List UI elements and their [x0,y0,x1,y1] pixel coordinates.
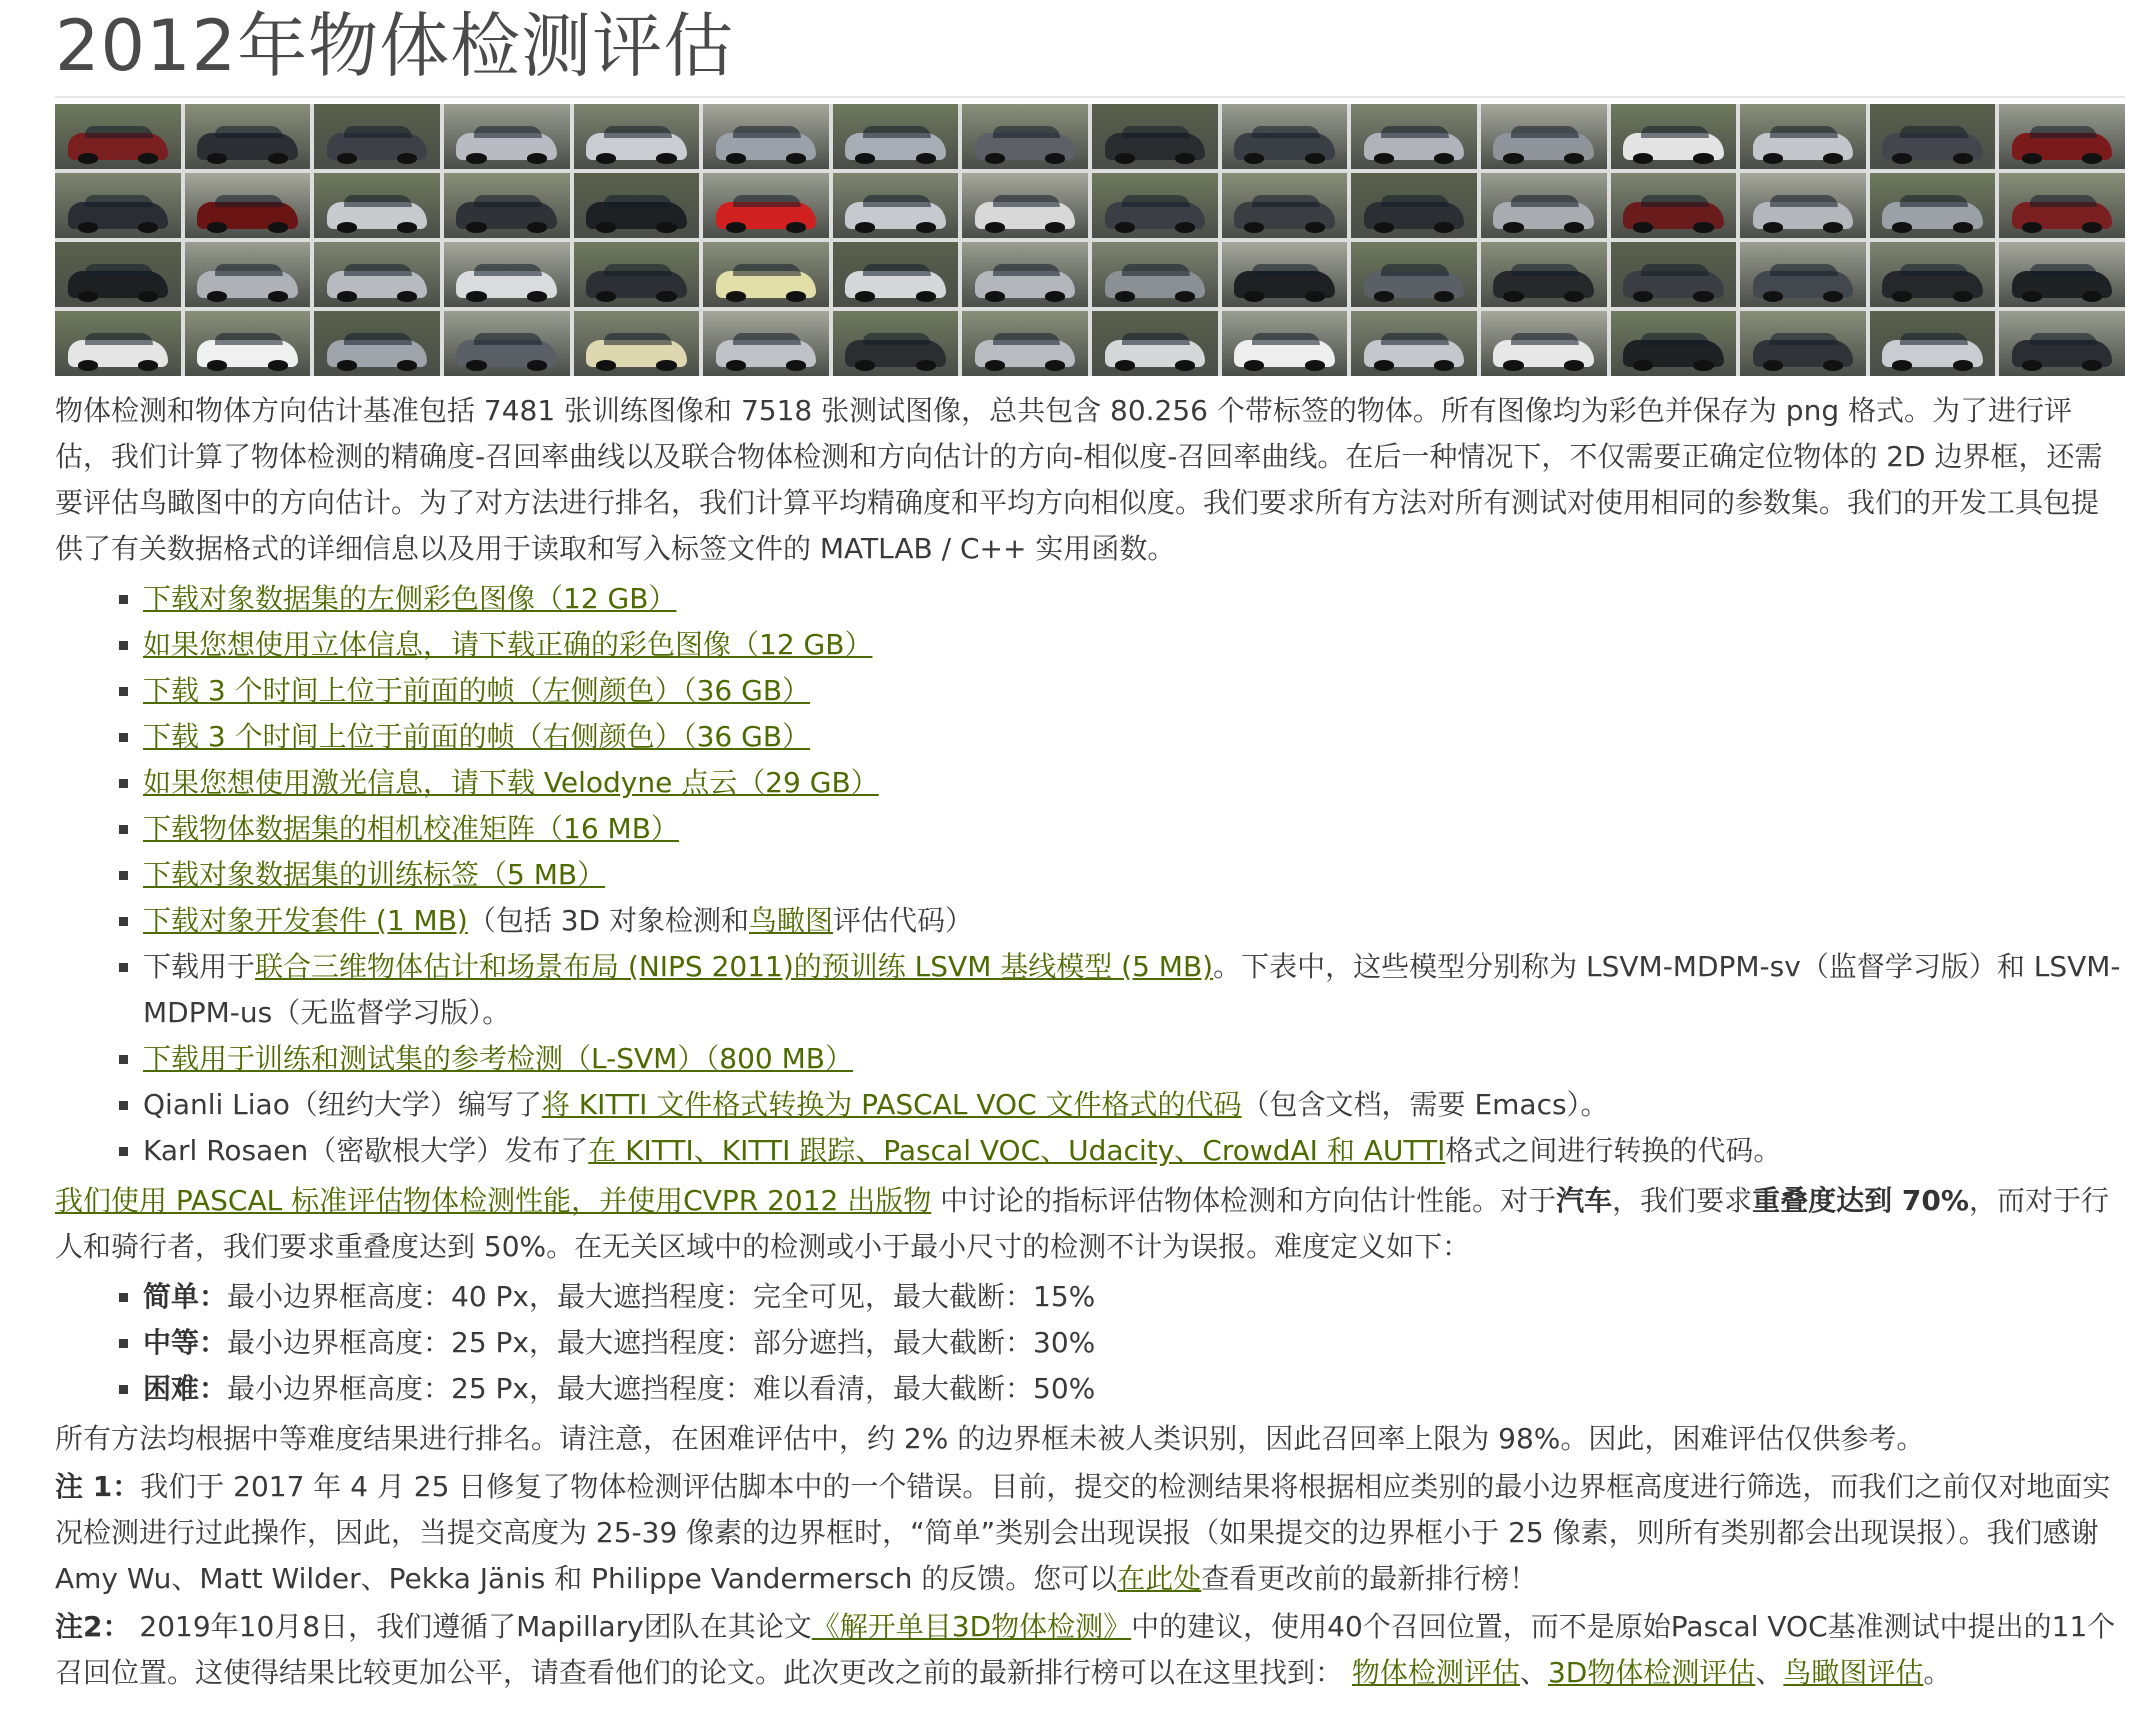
intro-paragraph: 物体检测和物体方向估计基准包括 7481 张训练图像和 7518 张测试图像，总共包含 80.256 个带标签的物体。所有图像均为彩色并保存为 png 格式。为了进行评估，我们计算了物体检测的精确度-召回率曲线以及联合物体检测和方向估计的方向-相似度-召回率曲线。在后一种情况下，不仅需要正确定位物体的 2D 边界框，还需要评估鸟瞰图中的方向估计。为了对方法进行排名，我们计算平均精确度和平均方向相似度。我们要求所有方法对所有测试对使用相同的参数集。我们的开发工具包提供了有关数据格式的详细信息以及用于读取和写入标签文件的 MATLAB / C++ 实用函数。 [55,394,2103,565]
download-prev-frames-right-link[interactable]: 下载 3 个时间上位于前面的帧（右侧颜色）（36 GB） [143,720,811,753]
lsvm-suffix: 。下表中，这些模型分别称为 LSVM-MDPM-sv（监督学习版）和 LSVM-MDPM-us（无监督学习版）。 [143,950,2121,1029]
car-thumbnail [703,311,829,376]
car-thumbnail [962,311,1088,376]
note-1-label: 注 1： [55,1470,141,1503]
car-thumbnail [1222,104,1348,169]
car-image-mosaic [55,104,2125,376]
hard-label: 困难： [143,1372,228,1405]
devkit-text-end: 评估代码） [833,904,974,937]
download-calibration-link[interactable]: 下载物体数据集的相机校准矩阵（16 MB） [143,812,679,845]
car-thumbnail [574,311,700,376]
mapillary-paper-link[interactable]: 《解开单目3D物体检测》 [811,1610,1132,1643]
separator: 、 [1519,1656,1548,1689]
car-thumbnail [55,242,181,307]
car-thumbnail [1999,173,2125,238]
note-1 [55,1464,2125,1602]
moderate-text: 最小边界框高度：25 Px，最大遮挡程度：部分遮挡，最大截断：30% [227,1326,1096,1359]
car-thumbnail [1611,242,1737,307]
note-2-label: 注2： [55,1610,131,1643]
car-thumbnail [574,242,700,307]
car-thumbnail [1999,311,2125,376]
car-thumbnail [1740,311,1866,376]
note-2-text-1: 2019年10月8日，我们遵循了Mapillary团队在其论文 [130,1610,812,1643]
easy-text: 最小边界框高度：40 Px，最大遮挡程度：完全可见，最大截断：15% [227,1280,1096,1313]
car-thumbnail [1611,104,1737,169]
car-bold: 汽车 [1556,1184,1613,1217]
car-thumbnail [574,104,700,169]
car-thumbnail [1092,242,1218,307]
download-list [55,576,2125,1174]
moderate-label: 中等： [143,1326,228,1359]
car-thumbnail [1351,311,1477,376]
car-thumbnail [833,173,959,238]
lsvm-prefix: 下载用于 [143,950,256,983]
eval-text-3: ，而对于行人和骑行者，我们要求重叠度达到 50%。在无关区域中的检测或小于最小尺寸的检测不计为误报。难度定义如下： [55,1184,2109,1263]
car-thumbnail [444,104,570,169]
object-detection-eval-link[interactable]: 物体检测评估 [1351,1656,1520,1689]
download-reference-detections-link[interactable]: 下载用于训练和测试集的参考检测（L-SVM）（800 MB） [143,1042,854,1075]
car-thumbnail [1351,242,1477,307]
birds-eye-link[interactable]: 鸟瞰图 [749,904,834,937]
separator: 、 [1755,1656,1784,1689]
car-thumbnail [1481,311,1607,376]
car-thumbnail [1222,173,1348,238]
car-thumbnail [1222,311,1348,376]
car-thumbnail [703,242,829,307]
car-thumbnail [185,173,311,238]
car-thumbnail [833,104,959,169]
car-thumbnail [55,173,181,238]
eval-text-1: 中讨论的指标评估物体检测和方向估计性能。对于 [931,1184,1557,1217]
page-content [55,0,2125,1696]
car-thumbnail [314,311,440,376]
note-2 [55,1604,2125,1696]
page-title: 2012年物体检测评估 [55,0,2125,98]
list-item [143,760,2125,806]
format-convert-link[interactable]: 在 KITTI、KITTI 跟踪、Pascal VOC、Udacity、CrowdAI 和 AUTTI [588,1134,1446,1167]
list-item [143,1036,2125,1082]
list-item [143,668,2125,714]
car-thumbnail [1870,173,1996,238]
birds-eye-eval-link[interactable]: 鸟瞰图评估 [1783,1656,1924,1689]
car-thumbnail [1870,311,1996,376]
car-thumbnail [444,311,570,376]
download-velodyne-link[interactable]: 如果您想使用激光信息，请下载 Velodyne 点云（29 GB） [143,766,879,799]
car-thumbnail [703,173,829,238]
pascal-cvpr-link[interactable]: 我们使用 PASCAL 标准评估物体检测性能，并使用CVPR 2012 出版物 [55,1184,932,1217]
car-thumbnail [1740,104,1866,169]
difficulty-list [55,1274,2125,1412]
car-thumbnail [703,104,829,169]
car-thumbnail [1870,242,1996,307]
3d-detection-eval-link[interactable]: 3D物体检测评估 [1547,1656,1756,1689]
car-thumbnail [1092,104,1218,169]
voc-convert-link[interactable]: 将 KITTI 文件格式转换为 PASCAL VOC 文件格式的代码 [541,1088,1242,1121]
car-thumbnail [444,242,570,307]
car-thumbnail [833,242,959,307]
list-item [143,1082,2125,1128]
car-thumbnail [1351,104,1477,169]
car-thumbnail [1740,173,1866,238]
car-thumbnail [185,242,311,307]
car-thumbnail [55,104,181,169]
download-devkit-link[interactable]: 下载对象开发套件 (1 MB) [143,904,468,937]
devkit-text: （包括 3D 对象检测和 [467,904,750,937]
list-item [143,852,2125,898]
list-item [143,714,2125,760]
note-1-text: 我们于 2017 年 4 月 25 日修复了物体检测评估脚本中的一个错误。目前，提交的检测结果将根据相应类别的最小边界框高度进行筛选，而我们之前仅对地面实况检测进行过此操作，因此，当提交高度为 25-39 像素的边界框时，“简单”类别会出现误报（如果提交的边界框小于 25 像素，则所有类别都会出现误报）。我们感谢 Amy Wu、Matt Wilder、Pekka Jänis 和 Philippe Vandermersch 的反馈。您可以 [55,1470,2111,1595]
lsvm-model-link[interactable]: 联合三维物体估计和场景布局 (NIPS 2011)的预训练 LSVM 基线模型 (5 MB) [255,950,1214,983]
car-thumbnail [1611,311,1737,376]
difficulty-easy [143,1274,2125,1320]
car-thumbnail [962,242,1088,307]
difficulty-moderate [143,1320,2125,1366]
list-item [143,622,2125,668]
car-thumbnail [314,173,440,238]
karl-prefix: Karl Rosaen（密歇根大学）发布了 [143,1134,589,1167]
car-thumbnail [1351,173,1477,238]
old-leaderboard-link[interactable]: 在此处 [1117,1562,1202,1595]
list-item [143,806,2125,852]
car-thumbnail [1222,242,1348,307]
car-thumbnail [444,173,570,238]
hard-text: 最小边界框高度：25 Px，最大遮挡程度：难以看清，最大截断：50% [227,1372,1096,1405]
download-labels-link[interactable]: 下载对象数据集的训练标签（5 MB） [143,858,606,891]
evaluation-paragraph [55,1178,2125,1270]
note-2-text-2: 中的建议，使用40个召回位置，而不是原始Pascal VOC基准测试中提出的11个召回位置。这使得结果比较更加公平，请查看他们的论文。此次更改之前的最新排行榜可以在这里找到： [55,1610,2116,1689]
note-1-end: 查看更改前的最新排行榜！ [1201,1562,1538,1595]
qianli-prefix: Qianli Liao（纽约大学）编写了 [143,1088,542,1121]
car-thumbnail [962,173,1088,238]
difficulty-hard [143,1366,2125,1412]
car-thumbnail [1740,242,1866,307]
overlap-bold: 重叠度达到 70% [1752,1184,1969,1217]
car-thumbnail [185,311,311,376]
download-prev-frames-left-link[interactable]: 下载 3 个时间上位于前面的帧（左侧颜色）（36 GB） [143,674,811,707]
car-thumbnail [1481,242,1607,307]
car-thumbnail [1611,173,1737,238]
ranking-paragraph: 所有方法均根据中等难度结果进行排名。请注意，在困难评估中，约 2% 的边界框未被人类识别，因此召回率上限为 98%。因此，困难评估仅供参考。 [55,1422,1925,1455]
eval-text-2: ，我们要求 [1612,1184,1753,1217]
qianli-suffix: （包含文档，需要 Emacs）。 [1241,1088,1609,1121]
list-item [143,1128,2125,1174]
car-thumbnail [1092,173,1218,238]
car-thumbnail [833,311,959,376]
car-thumbnail [1999,242,2125,307]
list-item [143,944,2125,1036]
car-thumbnail [1481,104,1607,169]
car-thumbnail [574,173,700,238]
car-thumbnail [1870,104,1996,169]
list-item [143,576,2125,622]
car-thumbnail [962,104,1088,169]
download-left-color-link[interactable]: 下载对象数据集的左侧彩色图像（12 GB） [143,582,677,615]
car-thumbnail [1092,311,1218,376]
car-thumbnail [1999,104,2125,169]
karl-suffix: 格式之间进行转换的代码。 [1445,1134,1782,1167]
car-thumbnail [314,104,440,169]
easy-label: 简单： [143,1280,228,1313]
car-thumbnail [55,311,181,376]
car-thumbnail [314,242,440,307]
list-item [143,898,2125,944]
car-thumbnail [1481,173,1607,238]
download-right-color-link[interactable]: 如果您想使用立体信息，请下载正确的彩色图像（12 GB） [143,628,873,661]
car-thumbnail [185,104,311,169]
note-2-end: 。 [1923,1656,1952,1689]
